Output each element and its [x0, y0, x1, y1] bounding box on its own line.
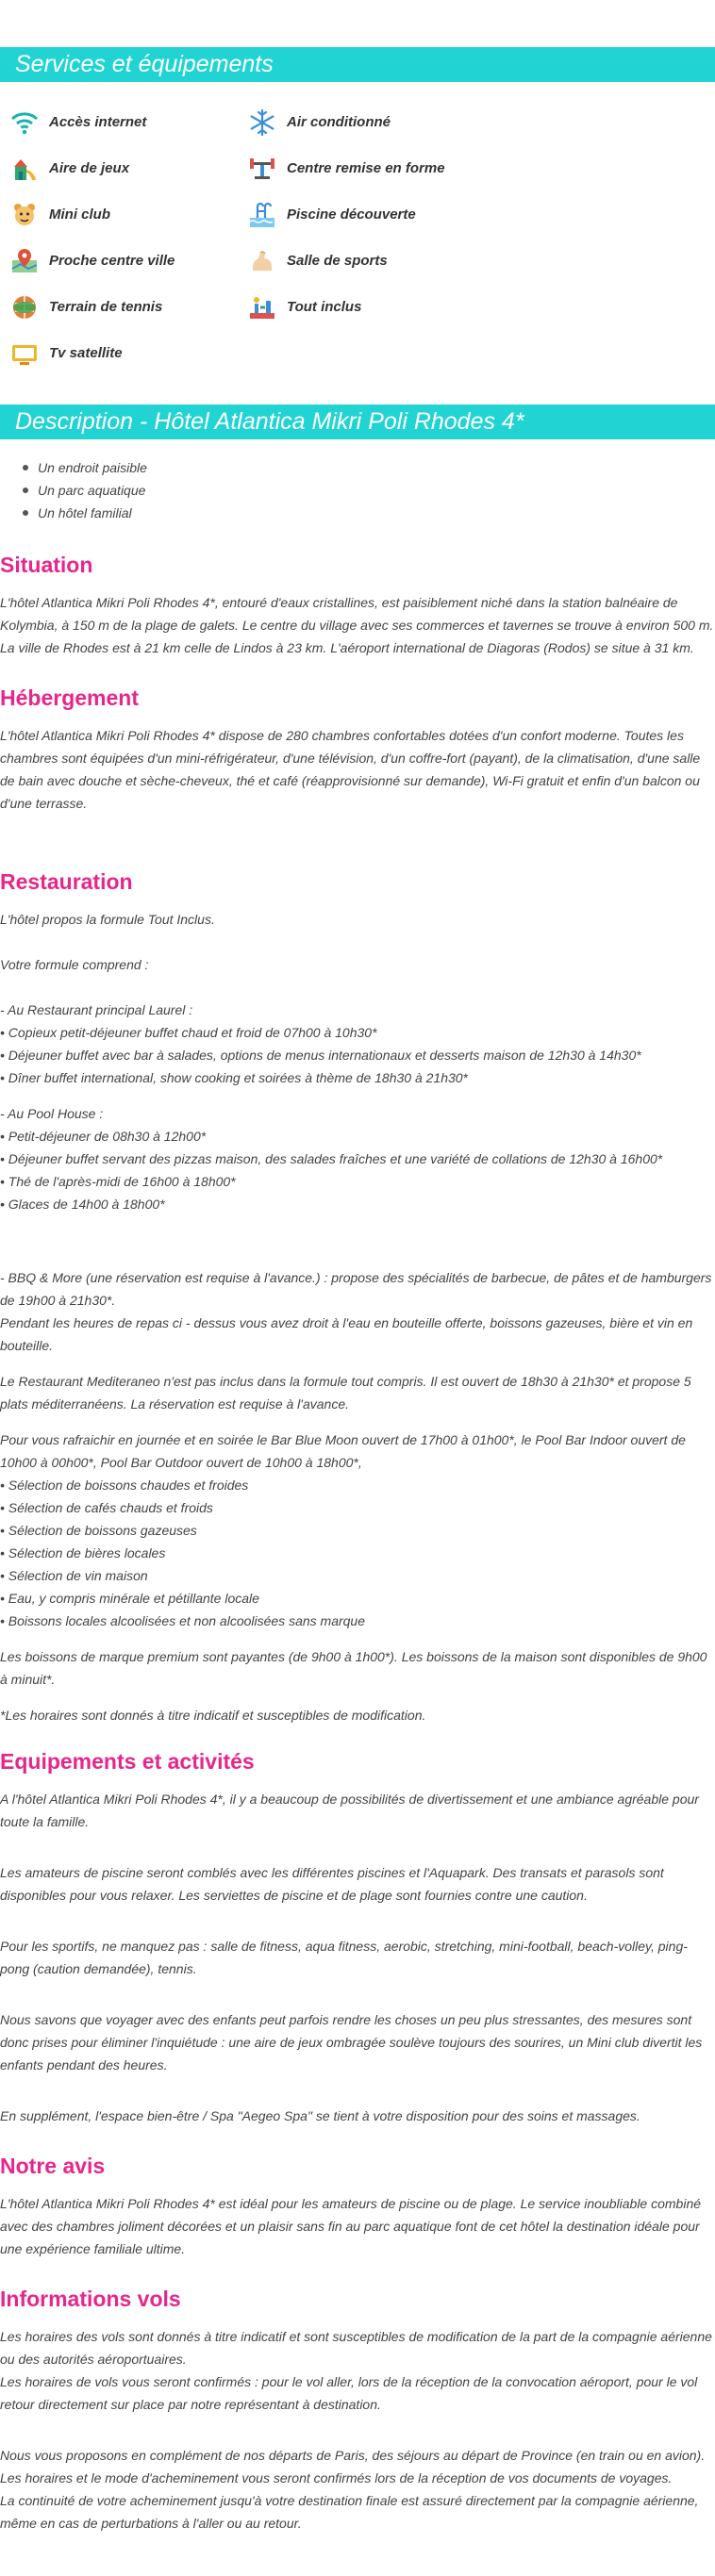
- snowflake-icon: [247, 107, 277, 138]
- avis-text: L'hôtel Atlantica Mikri Poli Rhodes 4* est idéal pour les amateurs de piscine ou de plage. Le service inoubliable combiné avec des chambres joliment décorées et un plaisir sans fin au parc aquatique font de cet hôtel la destination idéale pour une expérience familiale ultime.: [0, 2196, 702, 2256]
- service-item: [247, 238, 485, 284]
- feature-list: [0, 456, 715, 524]
- playground-icon: [9, 154, 40, 184]
- service-item: [9, 145, 247, 191]
- restauration-text: L'hôtel propos la formule Tout Inclus.: [0, 912, 215, 927]
- service-item: [9, 99, 247, 145]
- tennis-icon: [9, 292, 40, 322]
- equipements-text: A l'hôtel Atlantica Mikri Poli Rhodes 4*, il y a beaucoup de possibilités de divertissement et une ambiance agréable pour toute la famille.: [0, 1792, 699, 1829]
- situation-heading: Situation: [0, 553, 93, 577]
- services-banner: Services et équipements: [0, 47, 715, 82]
- services-grid: [0, 99, 715, 376]
- service-label: Proche centre ville: [49, 253, 175, 269]
- mini-club-icon: [9, 200, 40, 230]
- service-label: Aire de jeux: [49, 160, 130, 176]
- restauration-text: Les boissons de marque premium sont payantes (de 9h00 à 1h00*). Les boissons de la maison sont disponibles de 9h00 à minuit*.: [0, 1649, 707, 1687]
- hebergement-heading: Hébergement: [0, 685, 139, 710]
- map-pin-icon: [9, 246, 40, 276]
- service-label: Terrain de tennis: [49, 299, 163, 315]
- feature-item: Un parc aquatique: [23, 479, 715, 502]
- service-label: Tv satellite: [49, 345, 123, 361]
- service-item: [247, 191, 485, 238]
- vols-text: Nous vous proposons en complément de nos départs de Paris, des séjours au départ de Province (en train ou en avion). Les horaires et le mode d'acheminement vous seront confirmés lors de la réception de vos documents de voyages. La continuité de votre acheminement jusqu'à votre destination finale est assuré directement par la compagnie aérienne, même en cas de perturbations à l'aller ou au retour.: [0, 2448, 706, 2531]
- vols-heading: Informations vols: [0, 2287, 181, 2311]
- service-item: [9, 330, 247, 376]
- service-label: Tout inclus: [287, 299, 362, 315]
- restauration-text: Le Restaurant Mediteraneo n'est pas inclus dans la formule tout compris. Il est ouvert de 18h30 à 21h30* et propose 5 plats méditerranéens. La réservation est requise à l'avance.: [0, 1374, 691, 1412]
- service-item: [9, 191, 247, 238]
- restauration-text: - Au Restaurant principal Laurel : • Copieux petit-déjeuner buffet chaud et froid de 07h00 à 10h30* • Déjeuner buffet avec bar à salades, options de menus internationaux et desserts maison de 12h30 à 14h30* • Dîner buffet international, show cooking et soirées à thème de 18h30 à 21h30*: [0, 1002, 641, 1085]
- service-label: Mini club: [49, 206, 110, 223]
- service-label: Salle de sports: [287, 253, 388, 269]
- service-label: Piscine découverte: [287, 206, 416, 223]
- equipements-heading: Equipements et activités: [0, 1749, 255, 1774]
- hebergement-text: L'hôtel Atlantica Mikri Poli Rhodes 4* dispose de 280 chambres confortables dotées d'un confort moderne. Toutes les chambres sont équipées d'un mini-réfrigérateur, d'une télévision, d'un coffre-fort (payant), de la climatisation, d'une salle de bain avec douche et sèche-cheveux, thé et café (réapprovisionné sur demande), Wi-Fi gratuit et enfin d'un balcon ou d'une terrasse.: [0, 728, 701, 811]
- avis-heading: Notre avis: [0, 2154, 106, 2178]
- service-item: [9, 284, 247, 330]
- service-item: [247, 99, 485, 145]
- service-label: Centre remise en forme: [287, 160, 445, 176]
- feature-item: Un hôtel familial: [23, 502, 715, 524]
- situation-text: L'hôtel Atlantica Mikri Poli Rhodes 4*, entouré d'eaux cristallines, est paisiblement niché dans la station balnéaire de Kolymbia, à 150 m de la plage de galets. Le centre du village avec ses commerces et tavernes se trouve à environ 500 m. La ville de Rhodes est à 21 km celle de Lindos à 23 km. L'aéroport international de Diagoras (Rodos) se situe à 31 km.: [0, 595, 714, 655]
- equipements-text: Les amateurs de piscine seront comblés avec les différentes piscines et l'Aquapark. Des transats et parasols sont disponibles pour vous relaxer. Les serviettes de piscine et de plage sont fournies contre une caution.: [0, 1865, 664, 1903]
- restauration-text: - BBQ & More (une réservation est requise à l'avance.) : propose des spécialités de barbecue, de pâtes et de hamburgers de 19h00 à 21h30*. Pendant les heures de repas ci - dessus vous avez droit à l'eau en bouteille offerte, boissons gazeuses, bière et vin en bouteille.: [0, 1270, 712, 1353]
- description-banner: Description - Hôtel Atlantica Mikri Poli Rhodes 4*: [0, 405, 715, 439]
- feature-item: Un endroit paisible: [23, 456, 715, 479]
- service-item: [247, 284, 485, 330]
- fitness-icon: [247, 154, 277, 184]
- service-item: [247, 145, 485, 191]
- service-label: Air conditionné: [287, 114, 391, 130]
- restauration-text: Pour vous rafraichir en journée et en soirée le Bar Blue Moon ouvert de 17h00 à 01h00*, le Pool Bar Indoor ouvert de 10h00 à 00h00*, Pool Bar Outdoor ouvert de 10h00 à 18h00*, • Sélection de boissons chaudes et froides • Sélection de cafés chauds et froids • Sélection de boissons gazeuses • Sélection de bières locales • Sélection de vin maison • Eau, y compris minérale et pétillante locale • Boissons locales alcoolisées et non alcoolisées sans marque: [0, 1432, 686, 1628]
- equipements-text: Nous savons que voyager avec des enfants peut parfois rendre les choses un peu plus stressantes, des mesures sont donc prises pour éliminer l'inquiétude : une aire de jeux ombragée soulève toujours des sourires, un Mini club divertit les enfants pendant des heures.: [0, 2012, 703, 2072]
- equipements-text: Pour les sportifs, ne manquez pas : salle de fitness, aqua fitness, aerobic, stretching, mini-football, beach-volley, ping-pong (caution demandée), tennis.: [0, 1939, 688, 1976]
- all-inclusive-icon: [247, 292, 277, 322]
- service-item: [9, 238, 247, 284]
- gym-icon: [247, 246, 277, 276]
- restauration-heading: Restauration: [0, 869, 133, 894]
- tv-icon: [9, 339, 40, 369]
- restauration-text: Votre formule comprend :: [0, 957, 149, 972]
- vols-text: Les horaires des vols sont donnés à titre indicatif et sont susceptibles de modification de la part de la compagnie aérienne ou des autorités aéroportuaires. Les horaires de vols vous seront confirmés : pour le vol aller, lors de la réception de la convocation aéroport, pour le vol retour directement sur place par notre représentant à destination.: [0, 2329, 712, 2412]
- pool-icon: [247, 200, 277, 230]
- restauration-text: - Au Pool House : • Petit-déjeuner de 08h30 à 12h00* • Déjeuner buffet servant des pizzas maison, des salades fraîches et une variété de collations de 12h30 à 16h00* • Thé de l'après-midi de 16h00 à 18h00* • Glaces de 14h00 à 18h00*: [0, 1106, 663, 1212]
- equipements-text: En supplément, l'espace bien-être / Spa "Aegeo Spa" se tient à votre disposition pour des soins et massages.: [0, 2108, 640, 2123]
- service-label: Accès internet: [49, 114, 147, 130]
- wifi-icon: [9, 107, 40, 138]
- restauration-text: *Les horaires sont donnés à titre indicatif et susceptibles de modification.: [0, 1708, 426, 1723]
